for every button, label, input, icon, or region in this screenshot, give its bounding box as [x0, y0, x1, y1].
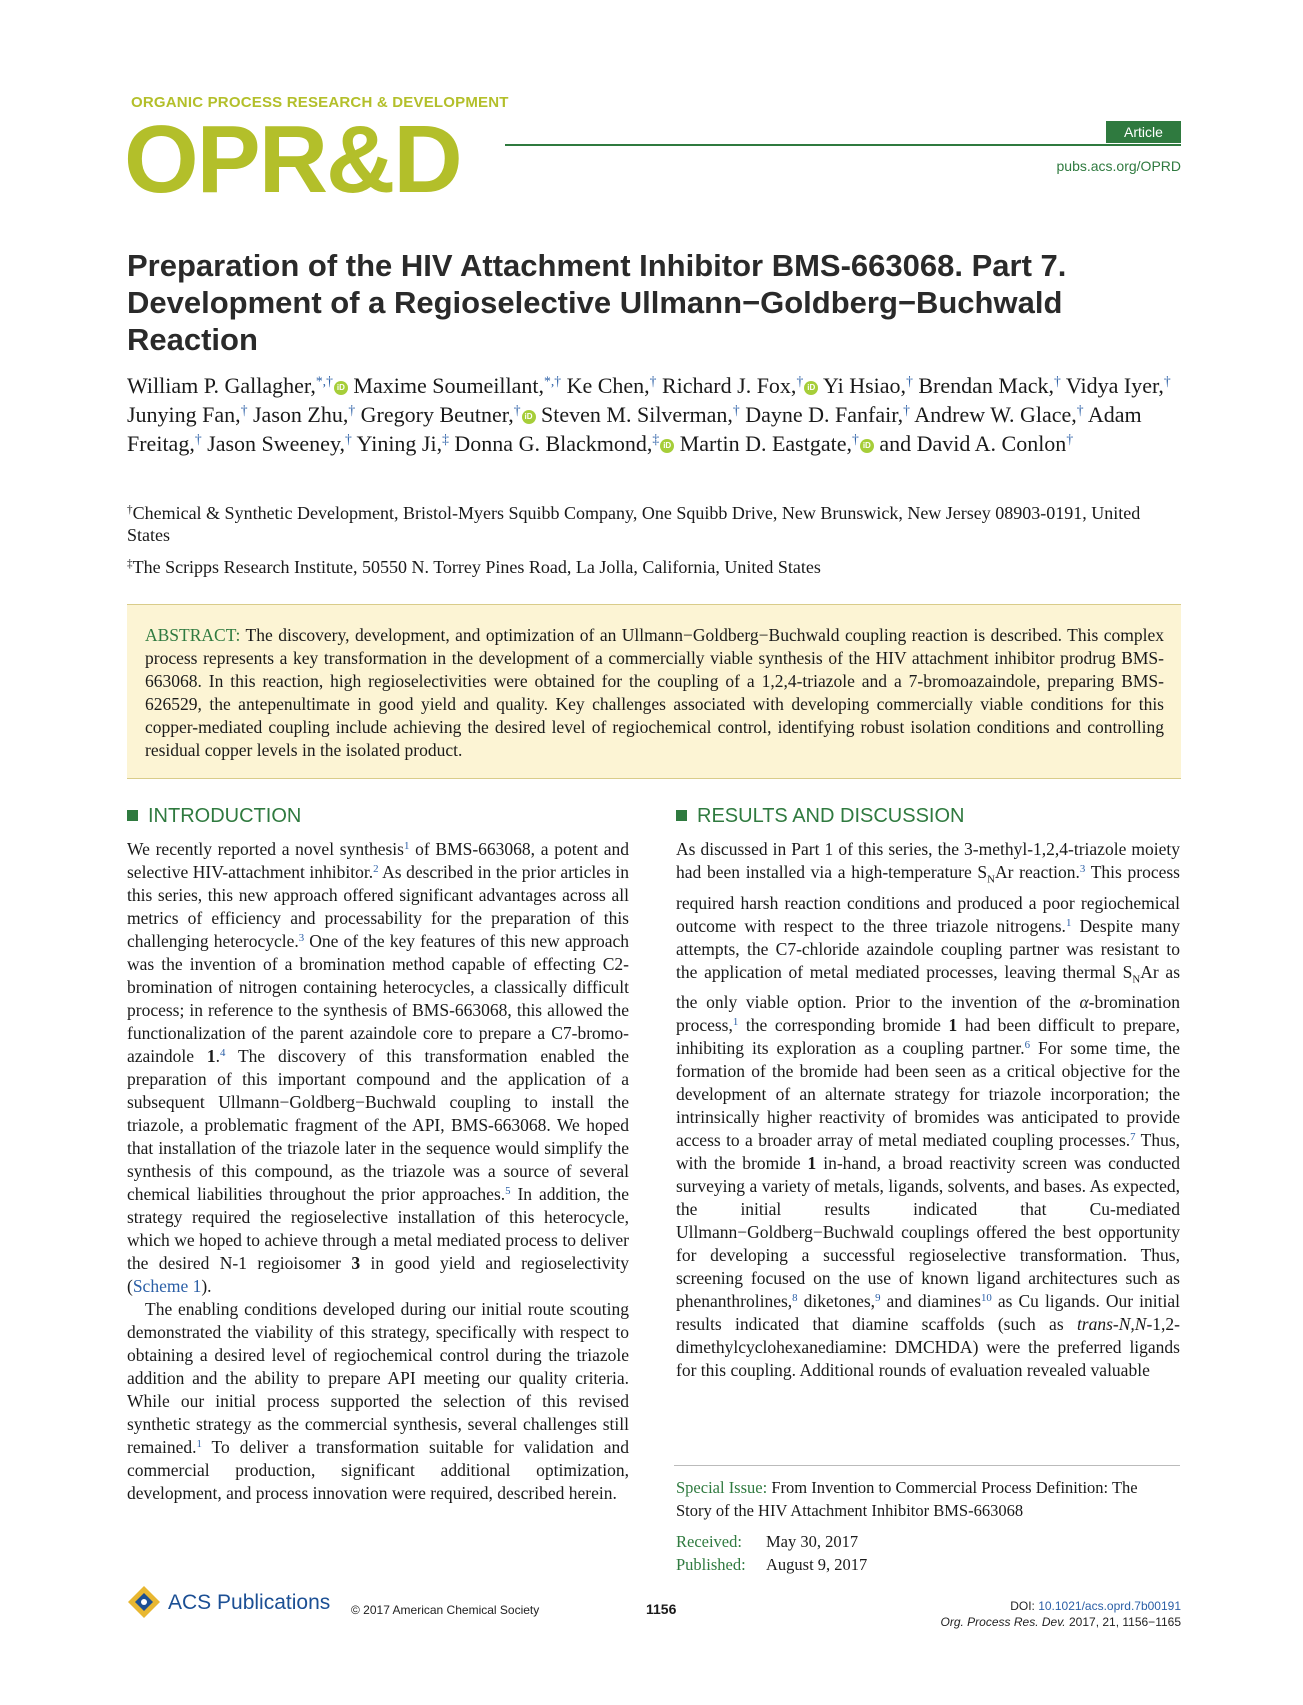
abstract-label: ABSTRACT:	[145, 625, 241, 645]
author-name: Steven M. Silverman,	[541, 402, 733, 427]
author-name: Dayne D. Fanfair,	[745, 402, 904, 427]
acs-publications-logo: ACS Publications	[168, 1591, 331, 1614]
introduction-body	[127, 838, 629, 1505]
author-name: Adam Freitag,	[127, 402, 1142, 456]
section-square-icon	[676, 810, 687, 821]
acs-logo-icon	[127, 1585, 161, 1619]
abstract	[145, 624, 1164, 762]
section-heading-introduction: INTRODUCTION	[127, 805, 301, 828]
author-name: Jason Sweeney,	[207, 431, 346, 456]
orcid-icon[interactable]: iD	[860, 439, 874, 453]
author-affiliation-mark: †	[194, 431, 202, 447]
author-name: William P. Gallagher,	[127, 373, 316, 398]
author-affiliation-mark: †	[852, 431, 859, 447]
author-name: Vidya Iyer,	[1065, 373, 1164, 398]
author-affiliation-mark: †	[906, 373, 913, 389]
doi-link[interactable]: 10.1021/acs.oprd.7b00191	[1038, 1599, 1181, 1613]
author-name: Yining Ji,	[356, 431, 443, 456]
author-affiliation-mark: †	[345, 431, 352, 447]
author-affiliation-mark: †	[1054, 373, 1061, 389]
author-name: Gregory Beutner,	[360, 402, 514, 427]
author-affiliation-mark: ‡	[652, 431, 660, 447]
citation: Org. Process Res. Dev. 2017, 21, 1156−1165	[940, 1615, 1181, 1629]
author-name: Jason Zhu,	[253, 402, 349, 427]
doi: DOI: 10.1021/acs.oprd.7b00191	[1010, 1599, 1181, 1613]
note-divider	[674, 1465, 1180, 1466]
author-name: and David A. Conlon	[879, 431, 1067, 456]
special-issue-note: Special Issue: From Invention to Commercial Process Definition: The Story of the HIV Attachment Inhibitor BMS-663068	[676, 1478, 1138, 1520]
author-affiliation-mark: †	[1076, 402, 1084, 418]
author-affiliation-mark: ‡	[442, 431, 449, 447]
author-affiliation-mark: *,†	[544, 373, 562, 389]
author-name: Junying Fan,	[127, 402, 241, 427]
author-name: Donna G. Blackmond,	[454, 431, 653, 456]
author-affiliation-mark: †	[903, 402, 910, 418]
orcid-icon[interactable]: iD	[522, 410, 536, 424]
orcid-icon[interactable]: iD	[804, 381, 818, 395]
author-affiliation-mark: †	[1066, 431, 1074, 447]
intro-paragraph-1: We recently reported a novel synthesis$^1$ of BMS-663068, a potent and selective HIV-attachment inhibitor.$^2$ As described in the prior articles in this series, this new approach offered significant advantages across all metrics of efficiency and processability for the preparation of this challenging heterocycle.$^3$ One of the key features of this new approach was the invention of a bromination method capable of effecting C2-bromination of nitrogen containing heterocycles, a classically difficult process; in reference to the synthesis of BMS-663068, this allowed the functionalization of the parent azaindole core to prepare a C7-bromo-azaindole 1.$^4$ The discovery of this transformation enabled the preparation of this important compound and the application of a subsequent Ullmann−Goldberg−Buchwald coupling to install the triazole, a problematic fragment of the API, BMS-663068. We hoped that installation of the triazole later in the sequence would simplify the synthesis of this compound, as the triazole was a source of several chemical liabilities throughout the prior approaches.$^5$ In addition, the strategy required the regioselective installation of this heterocycle, which we hoped to achieve through a metal mediated process to deliver the desired N-1 regioisomer 3 in good yield and regioselectivity (Scheme 1).	[127, 839, 630, 1296]
abstract-text: The discovery, development, and optimization of an Ullmann−Goldberg−Buchwald coupling reaction is described. This complex process represents a key transformation in the development of a commercially viable synthesis of the HIV attachment inhibitor prodrug BMS-663068. In this reaction, high regioselectivities were obtained for the coupling of a 1,2,4-triazole and a 7-bromoazaindole, preparing BMS-626529, the antepenultimate in good yield and quality. Key challenges associated with developing commercially viable conditions for this copper-mediated coupling include achieving the desired level of regiochemical control, identifying robust isolation conditions and controlling residual copper levels in the isolated product.	[145, 625, 1164, 760]
intro-paragraph-2: The enabling conditions developed during our initial route scouting demonstrated the viability of this strategy, specifically with respect to obtaining a desired level of regiochemical control during the triazole addition and the ability to prepare API meeting our quality criteria. While our initial process supported the selection of this revised synthetic strategy as the commercial synthesis, several challenges still remained.$^1$ To deliver a transformation suitable for validation and commercial production, significant additional optimization, development, and process innovation were required, described herein.	[127, 1299, 629, 1503]
author-affiliation-mark: †	[1163, 373, 1171, 389]
affiliation-2: ‡The Scripps Research Institute, 50550 N. Torrey Pines Road, La Jolla, California, United States	[127, 557, 821, 577]
author-name: Andrew W. Glace,	[914, 402, 1077, 427]
author-affiliation-mark: †	[649, 373, 657, 389]
section-heading-results: RESULTS AND DISCUSSION	[676, 805, 964, 828]
journal-url-link[interactable]: pubs.acs.org/OPRD	[1056, 158, 1181, 174]
published-date: Published: August 9, 2017	[676, 1555, 868, 1574]
journal-logo: OPR&D	[124, 106, 461, 213]
header-rule	[505, 144, 1181, 146]
author-name: Richard J. Fox,	[661, 373, 797, 398]
author-name: Martin D. Eastgate,	[679, 431, 852, 456]
author-affiliation-mark: †	[348, 402, 356, 418]
results-paragraph-1: As discussed in Part 1 of this series, the 3-methyl-1,2,4-triazole moiety had been installed via a high-temperature $S_NAr$ reaction.$^3$ This process required harsh reaction conditions and produced a poor regiochemical outcome with respect to the three triazole nitrogens.$^1$ Despite many attempts, the C7-chloride azaindole coupling partner was resistant to the application of metal mediated processes, leaving thermal $S_NAr$ as the only viable option. Prior to the invention of the α-bromination process,$^1$ the corresponding bromide 1 had been difficult to prepare, inhibiting its exploration as a coupling partner.$^6$ For some time, the formation of the bromide had been seen as a critical objective for the development of an alternate strategy for triazole incorporation; the intrinsically higher reactivity of bromides was anticipated to provide access to a broader array of metal mediated coupling processes.$^7$ Thus, with the bromide 1 in-hand, a broad reactivity screen was conducted surveying a variety of metals, ligands, solvents, and bases. As expected, the initial results indicated that Cu-mediated Ullmann−Goldberg−Buchwald couplings offered the best opportunity for developing a successful regioselective transformation. Thus, screening focused on the use of known ligand architectures such as phenanthrolines,$^8$ diketones,$^9$ and diamines$^{10}$ as Cu ligands. Our initial results indicated that diamine scaffolds (such as trans-N,N-1,2-dimethylcyclohexanediamine: DMCHDA) were the preferred ligands for this coupling. Additional rounds of evaluation revealed valuable	[676, 839, 1181, 1380]
results-body	[676, 838, 1180, 1382]
author-name: Yi Hsiao,	[822, 373, 907, 398]
orcid-icon[interactable]: iD	[334, 381, 348, 395]
article-title: Preparation of the HIV Attachment Inhibitor BMS-663068. Part 7. Development of a Regioselective Ullmann−Goldberg−Buchwald Reaction	[127, 248, 1067, 357]
journal-name: ORGANIC PROCESS RESEARCH & DEVELOPMENT	[131, 94, 509, 111]
author-name: Brendan Mack,	[918, 373, 1054, 398]
author-name: Ke Chen,	[566, 373, 650, 398]
section-square-icon	[127, 810, 138, 821]
page-number: 1156	[646, 1601, 677, 1617]
author-affiliation-mark: *,†	[315, 373, 333, 389]
author-list	[127, 371, 1187, 458]
received-date: Received: May 30, 2017	[676, 1532, 859, 1551]
author-affiliation-mark: †	[513, 402, 521, 418]
copyright: © 2017 American Chemical Society	[351, 1603, 540, 1617]
author-affiliation-mark: †	[732, 402, 740, 418]
author-name: Maxime Soumeillant,	[353, 373, 545, 398]
author-affiliation-mark: †	[796, 373, 804, 389]
orcid-icon[interactable]: iD	[660, 439, 674, 453]
affiliation-1: †Chemical & Synthetic Development, Bristol-Myers Squibb Company, One Squibb Drive, New Brunswick, New Jersey 08903-0191, United States	[127, 503, 1141, 545]
article-type-badge: Article	[1106, 121, 1181, 143]
author-affiliation-mark: †	[240, 402, 248, 418]
